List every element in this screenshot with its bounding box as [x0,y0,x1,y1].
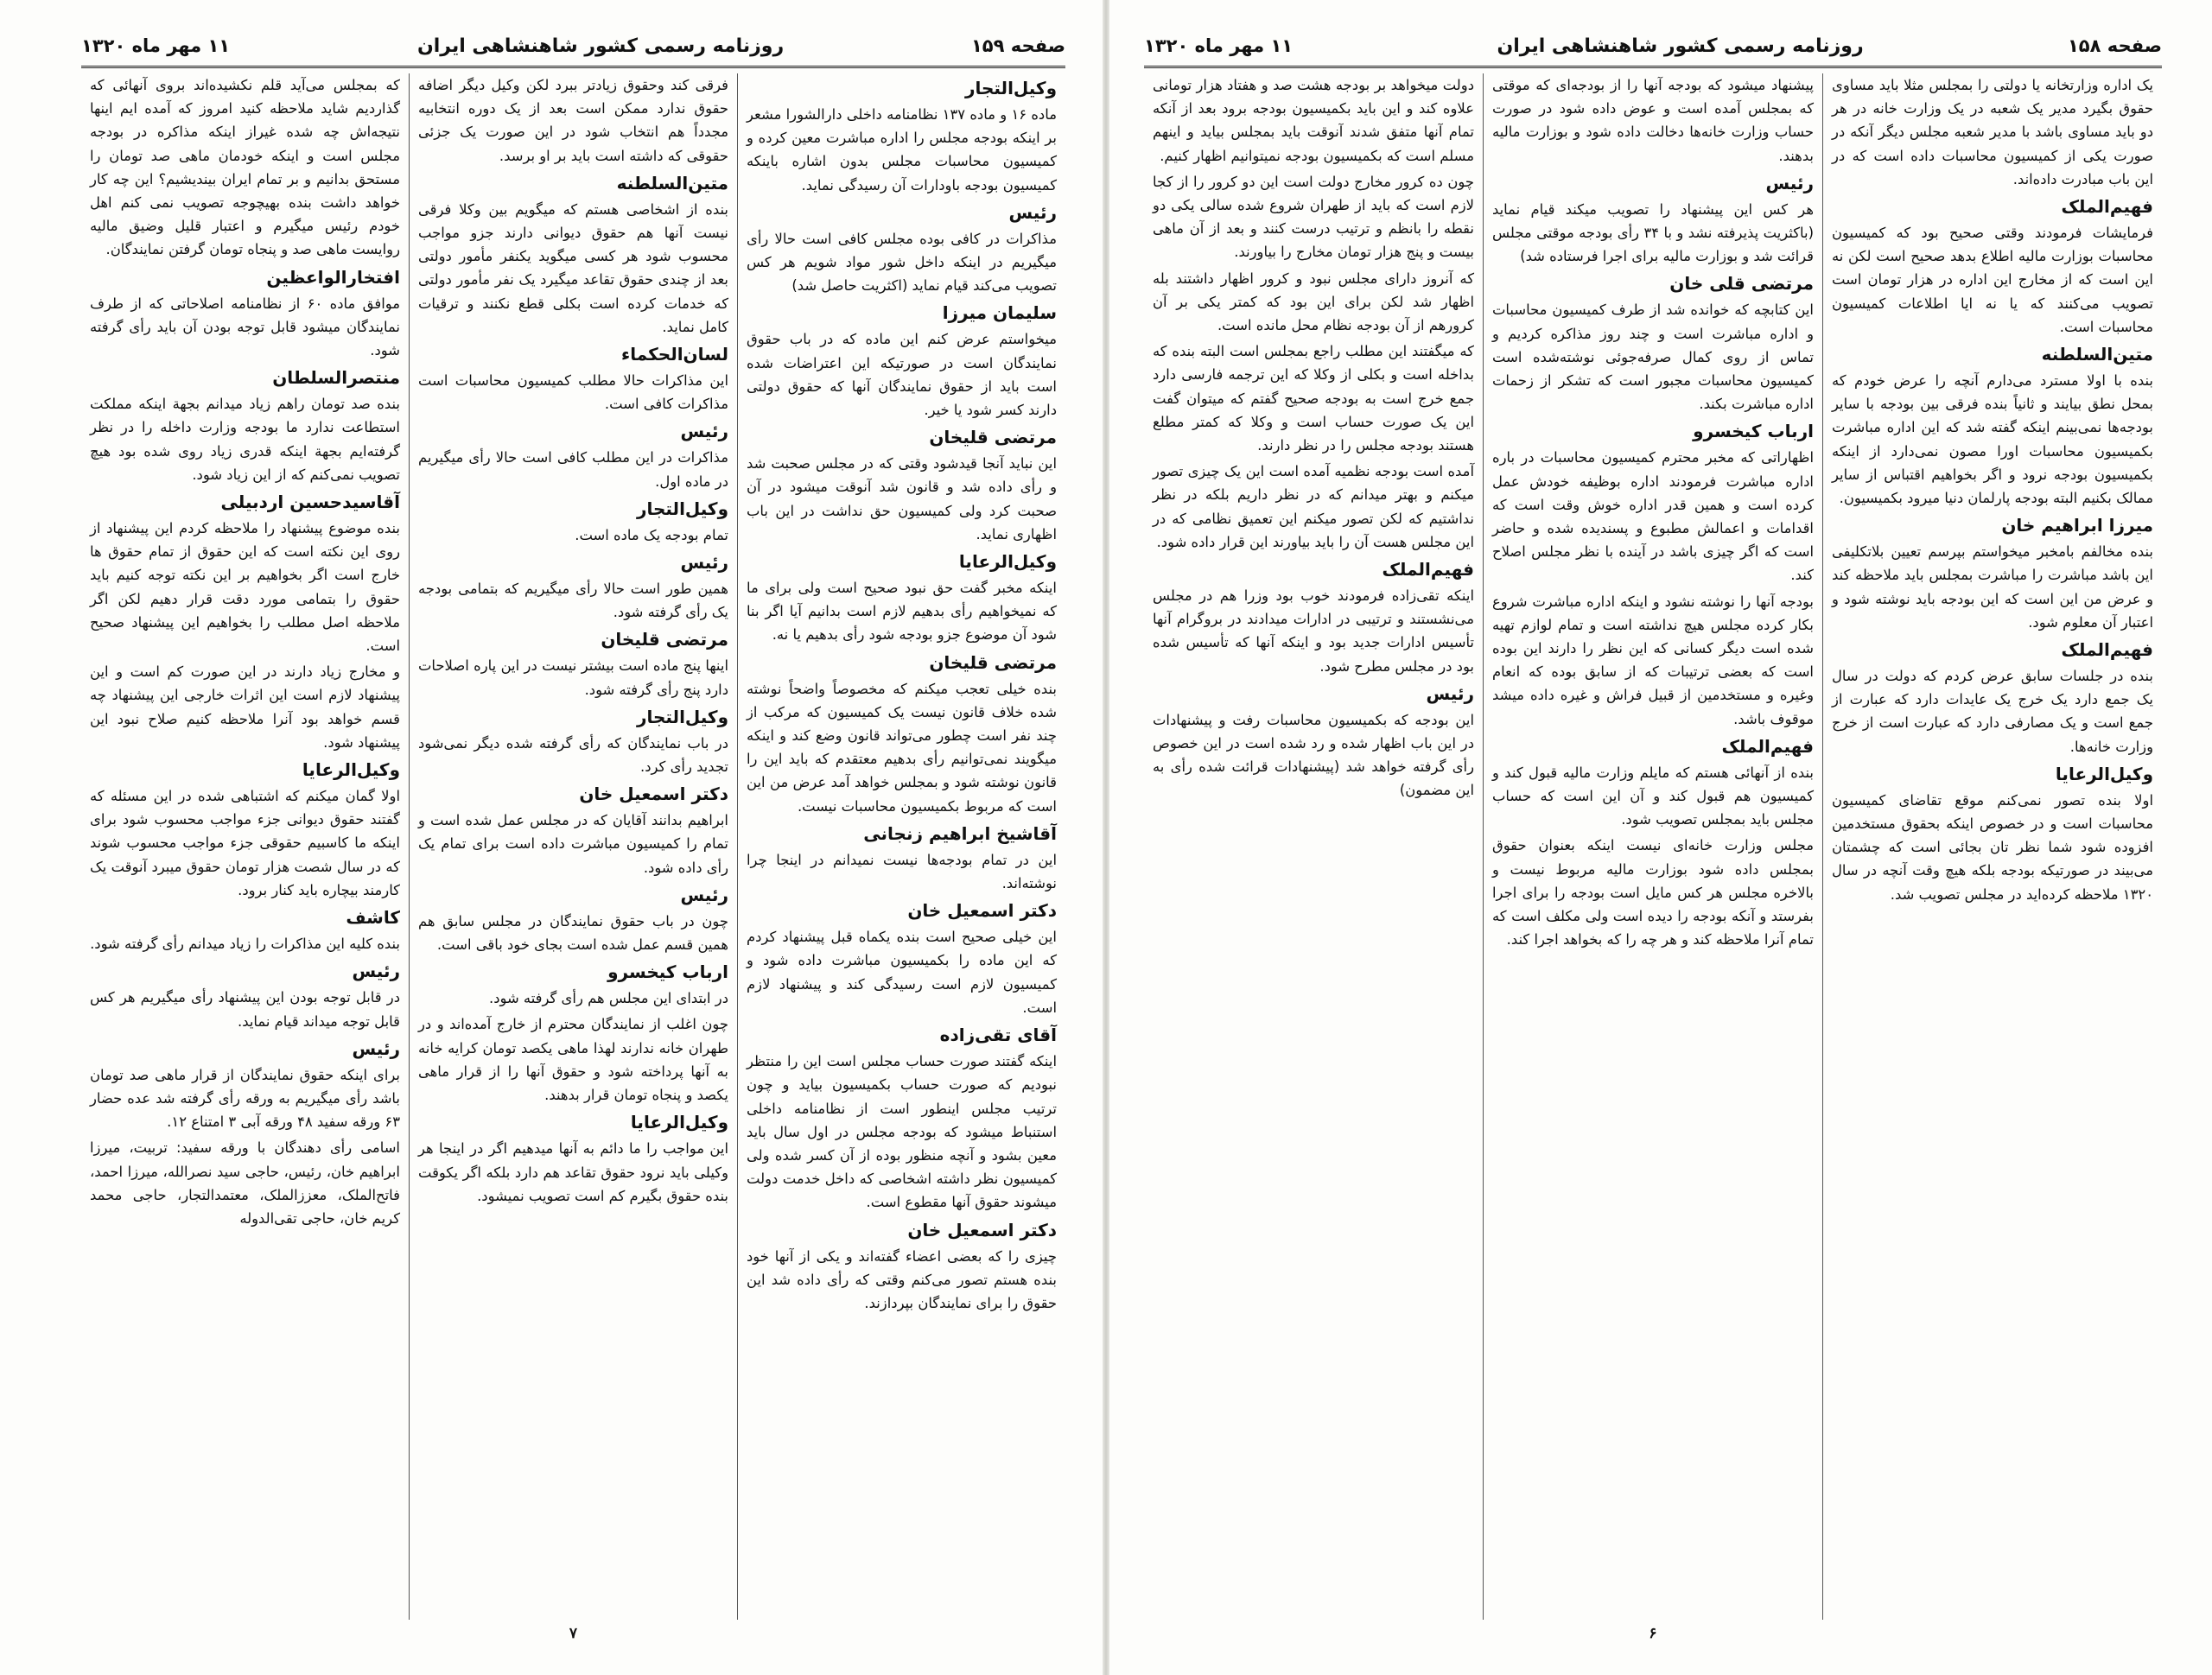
text-paragraph: بنده در جلسات سابق عرض کردم که دولت در سال یک جمع دارد یک خرج یک عایدات دارد که عبارت از جمع است و یک مصارفی دارد که عبارت است از خرج وزارت خانه‌ها. [1832,668,2153,755]
text-paragraph: این مذاکرات حالا مطلب کمیسیون محاسبات است مذاکرات کافی است. [418,372,728,413]
text-paragraph: که میگفتند این مطلب راجع بمجلس است البته بنده که بداخله است و بکلی از وکلا که این ترجمه فارسی دارد جمع خرج است به بودجه صحیح گفتم که میتوان گفت این یک صورت حساب است و وکلا که کمتر مطلع هستند بودجه مجلس را در نظر دارند. [1153,343,1474,454]
text-paragraph: ماده ۱۶ و ماده ۱۳۷ نظامنامه داخلی دارالشورا مشعر بر اینکه بودجه مجلس را اداره مباشرت معین کرده و کمیسیون محاسبات مجلس بدون اشاره باینکه کمیسیون بودجه باودارات آن رسیدگی نماید. [747,106,1057,194]
text-paragraph: تمام بودجه یک ماده است. [575,526,728,543]
text-paragraph: اولا گمان میکنم که اشتباهی شده در این مسئله که گفتند حقوق دیوانی جزء مواجب محسوب شود برای اینکه ما کاسبیم حقوقی جزء مواجب محسوب شوند که در سال شصت هزار تومان حقوق میبرد آنوقت یک کارمند بیچاره باید کنار برود. [90,788,400,898]
text-paragraph: این در تمام بودجه‌ها نیست نمیدانم در اینجا چرا نوشته‌اند. [747,851,1057,892]
left-page [0,0,1105,1675]
left-header-rule [81,66,1065,68]
speaker-name: مرتضی قلیخان [601,629,728,650]
speaker-name: افتخارالواعظین [266,266,400,288]
text-paragraph: پیشنهاد میشود که بودجه آنها را از بودجه‌ای که موقتی که بمجلس آمده است و عوض داده شود در صورت حساب وزارت خانه‌ها دخالت داده شود و بوزارت مالیه بدهند. [1492,77,1814,164]
speaker-name: دکتر اسمعیل خان [907,1219,1057,1240]
text-paragraph: که آنروز دارای مجلس نبود و کرور اظهار داشتند بله اظهار شد لکن برای این بود که کمتر یکی بر آن کرورهم از آن بودجه نظام محل مانده است. [1153,270,1474,334]
left-page-column-3 [81,73,409,1620]
right-page-header [1144,31,2162,60]
speaker-name: منتصرالسلطان [272,367,400,389]
left-page-folio: ۷ [569,1625,578,1642]
speaker-name: فهیم‌الملک [2061,196,2153,218]
left-page-column-1 [737,73,1065,1620]
text-paragraph: در باب نمایندگان که رأی گرفته شده دیگر نمی‌شود تجدید رأی کرد. [418,734,728,776]
speaker-name: رئیس [680,421,728,442]
speaker-name: وکیل‌الرعایا [630,1112,728,1133]
text-paragraph: چون در باب حقوق نمایندگان در مجلس سابق هم همین قسم عمل شده است بجای خود باقی است. [418,912,728,954]
text-paragraph: این نباید آنجا قیدشود وقتی که در مجلس صحبت شد و رأی داده شد و قانون شد آنوقت میشود در آن صحبت کرد ولی کمیسیون حق نداشت در این باب اظهاری نماید. [747,455,1057,542]
text-paragraph: بنده موضوع پیشنهاد را ملاحظه کردم این پیشنهاد از روی این نکته است که این حقوق از تمام حقوق ها خارج است اگر بخواهیم بر این نکته توجه کنیم باید حقوق را بتمامی مورد دقت قرار دهیم لکن اگر ملاحظه اصل مطلب را بخواهیم این پیشنهاد صحیح است. [90,520,400,655]
text-paragraph: این بودجه که بکمیسیون محاسبات رفت و پیشنهادات در این باب اظهار شده و رد شده است در این خصوص رأی گرفته خواهد شد (پیشنهادات قرائت شده رأی به این مضمون) [1153,711,1474,799]
text-paragraph: اینکه تقی‌زاده فرمودند خوب بود وزرا هم در مجلس می‌نشستند و ترتیبی در ادارات میدادند در بروگرام آنها تأسیس ادارات جدید بود و اینکه آنها که تأسیس شده بود در مجلس مطرح شود. [1153,587,1474,675]
speaker-name: مرتضی قلیخان [929,427,1057,448]
speaker-name: دکتر اسمعیل خان [579,784,728,805]
speaker-name: کاشف [346,907,400,929]
text-paragraph: بنده مخالفم بامخبر میخواستم بپرسم تعیین بلاتکلیفی این باشد مباشرت را مباشرت بمجلس باید ملاحظه کند و عرض من این است که این بودجه باید نوشته شود و اعتبار آن معلوم شود. [1832,543,2153,631]
text-paragraph: دولت میخواهد بر بودجه هشت صد و هفتاد هزار تومانی علاوه کند و این باید بکمیسیون بودجه برود بعد از آنکه تمام آنها متفق شدند آنوقت باید بمجلس بیاید و اینهم مسلم است که بکمیسیون بودجه نمیتوانیم اظهار کنیم. [1153,77,1474,164]
text-paragraph: این کتابچه که خوانده شد از طرف کمیسیون محاسبات و اداره مباشرت است و چند روز مذاکره کردیم و تماس از روی کمال صرفه‌جوئی نوشته‌شده است کمیسیون محاسبات مجبور است که تشکر از زحمات اداره مباشرت بکند. [1492,301,1814,413]
speaker-name: آقاسیدحسین اردبیلی [220,492,400,513]
text-paragraph: بنده خیلی تعجب میکنم که مخصوصاً واضحاً نوشته شده خلاف قانون نیست یک کمیسیون که مرکب از چند نفر است چطور می‌تواند قانون وضع کند و اینکه میگویند نمی‌توانیم رأی بدهیم معتقدم که باید این را قانون نوشته شود و بمجلس خواهد آمد عرض من این است که مربوط بکمیسیون محاسبات نیست. [747,680,1057,815]
speaker-name: لسان‌الحکماء [621,344,728,365]
text-paragraph: مذاکرات در این مطلب کافی است حالا رأی میگیریم در ماده اول. [418,449,728,490]
speaker-name: فهیم‌الملک [1721,735,1814,757]
left-page-columns [81,73,1065,1620]
left-header-page-number: صفحه ۱۵۹ [970,35,1065,56]
text-paragraph: در ابتدای این مجلس هم رأی گرفته شود. [489,990,728,1007]
left-page-column-2 [409,73,737,1620]
speaker-name: فهیم‌الملک [2061,639,2153,661]
speaker-name: رئیس [1008,201,1057,223]
text-paragraph: اینکه گفتند صورت حساب مجلس است این را منتظر نبودیم که صورت حساب بکمیسیون بیاید و چون ترتیب مجلس اینطور است از نظامنامه داخلی استنباط میشود که بودجه مجلس در اول سال باید معین بشود و آنچه منظور بوده از آن کسر شده ولی کمیسیون نظر داشته اشخاصی که داخل خدمت دولت میشوند حقوق آنها مقطوع است. [747,1053,1057,1211]
left-header-title: روزنامه رسمی کشور شاهنشاهی ایران [416,35,785,57]
text-paragraph: میخواستم عرض کنم این ماده که در باب حقوق نمایندگان است در صورتیکه این اعتراضات شده است باید از حقوق نمایندگان آنها که حقوق دولتی دارند کسر شود یا خیر. [747,331,1057,419]
speaker-name: ارباب کیخسرو [1693,421,1814,442]
speaker-name: فهیم‌الملک [1382,559,1474,581]
text-paragraph: بنده از آنهائی هستم که مایلم وزارت مالیه قبول کند و کمیسیون هم قبول کند و آن این است که حساب مجلس باید بمجلس تصویب شود. [1492,764,1814,828]
text-paragraph: بنده از اشخاصی هستم که میگویم بین وکلا فرقی نیست آنها هم حقوق دیوانی دارند جزو مواجب محسوب شود هر کسی میگوید یکنفر مأمور دولتی بعد از چندی حقوق تقاعد میگیرد یک نفر مأمور دولتی که خدمات کرده است بکلی قطع نکنند و ترقیات کامل نماید. [418,200,728,335]
left-header-date: ۱۱ مهر ماه ۱۳۲۰ [81,35,231,56]
text-paragraph: که بمجلس می‌آید قلم نکشیده‌اند بروی آنهائی که گذاردیم شاید ملاحظه کنید امروز که آمده ایم اینها نتیجه‌اش چه شده غیراز اینکه مذاکره در بودجه مجلس است و اینکه خودمان ماهی صد تومان را مستحق بدانیم و بر تمام ایران بیندیشیم؟ این چه کار خواهد داشت بنده بهیچوجه تصویب نمی کنم اهل خودم رئیس میگیرم و اعتبار قلیل وضیق مالیه روایست ماهی صد و پنجاه تومان گرفتن نمایندگان. [90,77,400,258]
text-paragraph: مذاکرات در کافی بوده مجلس کافی است حالا رأی میگیریم در اینکه داخل شور مواد شویم هر کس تصویب می‌کند قیام نماید (اکثریت حاصل شد) [747,230,1057,295]
speaker-name: وکیل‌التجار [636,498,728,519]
text-paragraph: فرقی کند وحقوق زیادتر ببرد لکن وکیل دیگر اضافه حقوق ندارد ممکن است بعد از یک دوره انتخابیه مجدداً هم انتخاب شود در این صورت یک جزئی حقوقی که داشته است باید بر او برسد. [418,77,728,164]
speaker-name: رئیس [680,552,728,574]
text-paragraph: یک اداره وزارتخانه یا دولتی را بمجلس مثلا باید مساوی حقوق بگیرد مدیر یک شعبه در یک وزارت خانه در هر دو باید مساوی باشد با مدیر شعبه مجلس دیگر آنکه در صورت یکی از کمیسیون محاسبات داده است که در این باب مبادرت داده‌اند. [1832,77,2153,187]
speaker-name: آقاشیخ ابراهیم زنجانی [863,822,1057,844]
text-paragraph: بنده صد تومان راهم زیاد میدانم بجهة اینکه مملکت استطاعت ندارد ما بودجه وزارت داخله را در نظر گرفته‌ایم بجهة اینکه قدری زیاد روی شده بود هیچ تصویب نمی‌کنم که از این زیاد شود. [90,396,400,483]
speaker-name: متین‌السلطنه [616,172,728,194]
text-paragraph: برای اینکه حقوق نمایندگان از قرار ماهی صد تومان باشد رأی میگیریم به ورقه رأی گرفته شد عده حضار ۶۳ ورقه سفید ۴۸ ورقه آبی ۳ امتناع ۱۲. [90,1066,400,1131]
text-paragraph: هر کس این پیشنهاد را تصویب میکند قیام نماید (باکثریت پذیرفته نشد و با ۳۴ رأی بودجه موقتی مجلس قرائت شد و بوزارت مالیه برای اجرا فرستاده شد) [1492,200,1814,265]
text-paragraph: اسامی رأی دهندگان با ورقه سفید: تربیت، میرزا ابراهیم خان، رئیس، حاجی سید نصرالله، میرزا احمد، فاتح‌الملک، معززالملک، معتمدالتجار، حاجی محمد کریم خان، حاجی تقی‌الدوله [90,1139,400,1227]
text-paragraph: و مخارج زیاد دارند در این صورت کم است و این پیشنهاد لازم است این اثرات خارجی این پیشنهاد چه قسم خواهد بود آنرا ملاحظه کنیم صلاح نبود این پیشنهاد شود. [90,663,400,751]
text-paragraph: این مواجب را ما دائم به آنها میدهیم اگر در اینجا هر وکیلی باید نرود حقوق تقاعد هم دارد بلکه اگر یکوقت بنده حقوق بگیرم کم است تصویب نمیشود. [418,1140,728,1204]
right-header-title: روزنامه رسمی کشور شاهنشاهی ایران [1497,35,1864,57]
right-header-page-number: صفحه ۱۵۸ [2067,35,2162,56]
text-paragraph: چون ده کرور مخارج دولت است این دو کرور را از کجا لازم است که باید از طهران شروع شده سالی یکی دو نقطه را بانظم و ترتیب درست کنند و بعد از آن ماهی بیست و پنج هزار تومان مخارج را بیاورند. [1153,173,1474,261]
text-paragraph: همین طور است حالا رأی میگیریم که بتمامی بودجه یک رأی گرفته شود. [418,581,728,621]
text-paragraph: بنده کلیه این مذاکرات را زیاد میدانم رأی گرفته شود. [90,936,400,953]
text-paragraph: موافق ماده ۶۰ از نظامنامه اصلاحاتی که از طرف نمایندگان میشود قابل توجه بودن آن باید رأی گرفته شود. [90,295,400,359]
right-page-column-2 [1483,73,1822,1620]
text-paragraph: این خیلی صحیح است بنده یکماه قبل پیشنهاد کردم که این ماده را بکمیسیون مباشرت داده شود و کمیسیون لازم است رسیدگی کند و پیشنهاد لازم است. [747,929,1057,1016]
speaker-name: وکیل‌الرعایا [2055,763,2153,784]
text-paragraph: اظهاراتی که مخبر محترم کمیسیون محاسبات در باره اداره مباشرت فرمودند اداره بوظیفه خودش عمل کرده است و همین قدر اداره خوش وقت است که اقدامات و اعمالش مطبوع و پسندیده شده و حاضر است که اگر چیزی باشد در آینده با نظر مجلس اصلاح کند. [1492,449,1814,584]
speaker-name: وکیل‌التجار [964,78,1057,98]
speaker-name: رئیس [680,884,728,905]
text-paragraph: اینها پنج ماده است بیشتر نیست در این پاره اصلاحات دارد پنج رأی گرفته شود. [418,657,728,698]
text-paragraph: مجلس وزارت خانه‌ای نیست اینکه بعنوان حقوق بمجلس داده شود بوزارت مالیه مربوط نیست و بالاخره مجلس هر کس مایل است بودجه را برای اجرا بفرستد و آنکه بودجه را دیده است ولی مکلف است که تمام آنرا ملاحظه کند و هر چه را که بخواهد اجرا کند. [1492,837,1814,949]
speaker-name: سلیمان میرزا [942,302,1057,324]
speaker-name: مرتضی قلیخان [929,651,1057,673]
right-page-folio: ۶ [1649,1625,1657,1642]
right-page-columns [1144,73,2162,1620]
speaker-name: مرتضی قلی خان [1669,273,1814,295]
speaker-name: دکتر اسمعیل خان [907,900,1057,922]
right-page [1108,0,2212,1675]
text-paragraph: چون اغلب از نمایندگان محترم از خارج آمده‌اند و در طهران خانه ندارند لهذا ماهی یکصد تومان کرایه خانه به آنها پرداخته شود و حقوق آنها را از قرار ماهی یکصد و پنجاه تومان قرار بدهند. [418,1016,728,1104]
right-page-column-3 [1144,73,1483,1620]
right-page-column-1 [1822,73,2162,1620]
text-paragraph: آمده است بودجه نظمیه آمده است این یک چیزی تصور میکنم و بهتر میدانم که در نظر داریم بلکه در نظر نداشتیم که لکن تصور میکنم این تعمیق نظامی که در این مجلس هست آن را باید بیاورند این قرار داده شود. [1153,463,1474,550]
text-paragraph: بودجه آنها را نوشته نشود و اینکه اداره مباشرت شروع بکار کرده مجلس هیچ نداشته است و تمام لوازم تهیه شده است دیگر کسانی که این نظر را دارند این بوده است که بعضی ترتیبات که از سابق بوده که انعام وغیره و مستخدمین از قبیل فراش و غیره داده میشد موقوف باشد. [1492,593,1814,727]
speaker-name: رئیس [352,1037,400,1059]
text-paragraph: اینکه مخبر گفت حق نبود صحیح است ولی برای ما که نمیخواهیم رأی بدهیم لازم است بدانیم آیا اگر بنا شود آن موضوع جزو بودجه شود رأی بدهیم یا نه. [747,580,1057,644]
text-paragraph: اولا بنده تصور نمی‌کنم موقع تقاضای کمیسیون محاسبات است و در خصوص اینکه بحقوق مستخدمین افزوده شود شما نظر تان بجائی است که چشمتان می‌بیند در صورتیکه بودجه بلکه هیچ وقت آنچه در سال ۱۳۲۰ ملاحظه کرده‌اید در مجلس تصویب شد. [1832,791,2153,903]
speaker-name: وکیل‌التجار [636,706,728,727]
left-page-header [81,31,1065,60]
right-header-date: ۱۱ مهر ماه ۱۳۲۰ [1144,35,1294,56]
text-paragraph: در قابل توجه بودن این پیشنهاد رأی میگیریم هر کس قابل توجه میداند قیام نماید. [90,989,400,1030]
text-paragraph: بنده با اولا مسترد می‌دارم آنچه را عرض خودم که بمحل نطق بیایند و ثانیاً بنده فرقی بین بودجه با سایر بودجه‌ها نمی‌بینم اینکه گفته شد که این اداره مباشرت بکمیسیون محاسبات اورا مصون نمی‌دارد از اینکه بکمیسیون بودجه نرود و اگر بخواهیم اقتباس از سایر ممالک بکنیم البته بودجه پارلمان دنیا میرود بکمیسیون. [1832,372,2153,507]
text-paragraph: فرمایشات فرمودند وقتی صحیح بود که کمیسیون محاسبات بوزارت مالیه اطلاع بدهد صحیح است لکن نه این است که از مخارج این اداره در هزار تومان است تصویب می‌کنند که یا نه ایا اطلاعات کمیسیون محاسبات است. [1832,225,2153,335]
speaker-name: رئیس [1765,172,1814,194]
speaker-name: رئیس [1426,682,1474,704]
speaker-name: میرزا ابراهیم خان [2001,515,2153,536]
speaker-name: وکیل‌الرعایا [958,551,1057,573]
right-header-rule [1144,66,2162,68]
speaker-name: آقای تقی‌زاده [939,1025,1057,1046]
speaker-name: ارباب کیخسرو [607,961,728,983]
text-paragraph: چیزی را که بعضی اعضاء گفته‌اند و یکی از آنها خود بنده هستم تصور می‌کنم وقتی که رأی داده شد این حقوق را برای نمایندگان بپردازند. [747,1247,1057,1311]
speaker-name: متین‌السلطنه [2041,344,2153,365]
speaker-name: وکیل‌الرعایا [302,759,400,781]
speaker-name: رئیس [352,961,400,982]
text-paragraph: ابراهیم بدانند آقایان که در مجلس عمل شده است و تمام را کمیسیون مباشرت داده است برای تمام یک رأی داده شود. [418,812,728,876]
